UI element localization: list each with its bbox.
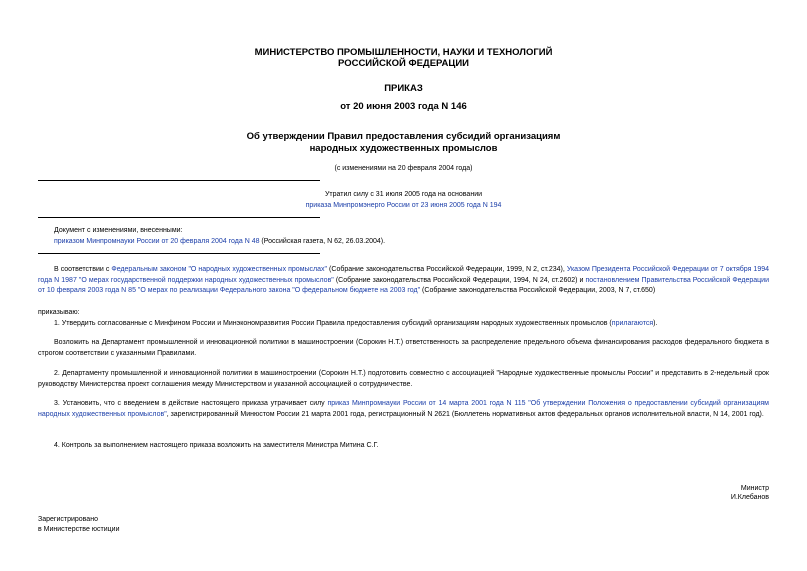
divider <box>38 180 320 181</box>
item-3: 3. Установить, что с введением в действие настоящего приказа утрачивает силу приказ Минпромнауки России от 14 марта 2001 года N 115 "Об утверждении Положения о предоставлении субсидий организациям народных художественных промыслов", зарегистрированный Минюстом России 21 марта 2001 года, регистрационный N 2621 (Бюллетень нормативных актов федеральных органов исполнительной власти, N 14, 2001 год). <box>38 400 769 418</box>
repealed-order-link[interactable]: приказ Минпромнауки России от 14 марта 2001 года N 115 "Об утверждении Положения о предоставлении субсидий организациям народных художественных промыслов" <box>38 400 769 418</box>
divider <box>38 253 320 254</box>
changes-link[interactable]: приказом Минпромнауки России от 20 февраля 2004 года N 48 <box>54 238 260 245</box>
federal-law-link[interactable]: Федеральным законом "О народных художественных промыслах" <box>111 266 328 273</box>
signature-name: И.Клебанов <box>730 494 769 501</box>
lost-force-text: Утратил силу с 31 июля 2005 года на основании <box>324 191 483 198</box>
divider <box>38 217 320 218</box>
doc-type: ПРИКАЗ <box>384 83 423 94</box>
signature-position: Министр <box>740 485 769 492</box>
lost-force-link[interactable]: приказа Минпромэнерго России от 23 июня 2005 года N 194 <box>305 202 502 209</box>
doc-date-number: от 20 июня 2003 года N 146 <box>340 101 467 112</box>
changes-suffix: (Российская газета, N 62, 26.03.2004). <box>259 238 386 245</box>
changes-label: Документ с изменениями, внесенными: <box>54 227 183 234</box>
ministry-name-line1: МИНИСТЕРСТВО ПРОМЫШЛЕННОСТИ, НАУКИ И ТЕХНОЛОГИЙ <box>254 47 553 58</box>
item-1-responsibility: Возложить на Департамент промышленной и инновационной политики в машиностроении (Сорокин Н.Т.) ответственность за распределение предельного объема финансирования расходов федерального бюджета в строгом соответствии с указанными Правилами. <box>38 339 769 357</box>
presidential-decree-link[interactable]: Указом Президента Российской Федерации от 7 октября 1994 года N 1987 "О мерах государственной поддержки народных художественных промыслов" <box>38 266 769 284</box>
government-resolution-link[interactable]: постановлением Правительства Российской Федерации от 10 февраля 2003 года N 85 "О мерах по реализации Федерального закона "О федеральном бюджете на 2003 год" <box>38 276 769 295</box>
doc-title-line2: народных художественных промыслов <box>309 143 498 154</box>
item-2: 2. Департаменту промышленной и инновационной политики в машиностроении (Сорокин Н.Т.) подготовить совместно с ассоциацией "Народные художественные промыслы России" и представить в 2-недельный срок руководству Министерства проект соглашения между Министерством и указанной ассоциацией о сотрудничестве. <box>38 370 769 388</box>
ministry-name-line2: РОССИЙСКОЙ ФЕДЕРАЦИИ <box>337 58 469 69</box>
attached-link[interactable]: прилагаются <box>611 320 654 327</box>
registration-line1: Зарегистрировано <box>38 516 98 523</box>
registration-line2: в Министерстве юстиции <box>38 526 120 533</box>
item-4: 4. Контроль за выполнением настоящего приказа возложить на заместителя Министра Митина С.Г. <box>54 442 379 449</box>
amendments-note: (с изменениями на 20 февраля 2004 года) <box>334 165 473 172</box>
changes-line <box>54 237 385 247</box>
item-1: 1. Утвердить согласованные с Минфином России и Минэкономразвития России Правила предоставления субсидий организациям народных художественных промыслов (прилагаются). <box>54 320 658 327</box>
doc-title-line1: Об утверждении Правил предоставления субсидий организациям <box>246 131 561 142</box>
preamble-paragraph: В соответствии с Федеральным законом "О народных художественных промыслах" (Собрание законодательства Российской Федерации, 1999, N 2, ст.234), Указом Президента Российской Федерации от 7 октября 1994 года N 1987 "О мерах государственной поддержки народных художественных промыслов" (Собрание законодательства Российской Федерации, 1994, N 24, ст.2602) и постановлением Правительства Российской Федерации от 10 февраля 2003 года N 85 "О мерах по реализации Федерального закона "О федеральном бюджете на 2003 год" (Собрание законодательства Российской Федерации, 2003, N 7, ст.650) <box>38 266 769 295</box>
order-word: приказываю: <box>38 309 80 316</box>
